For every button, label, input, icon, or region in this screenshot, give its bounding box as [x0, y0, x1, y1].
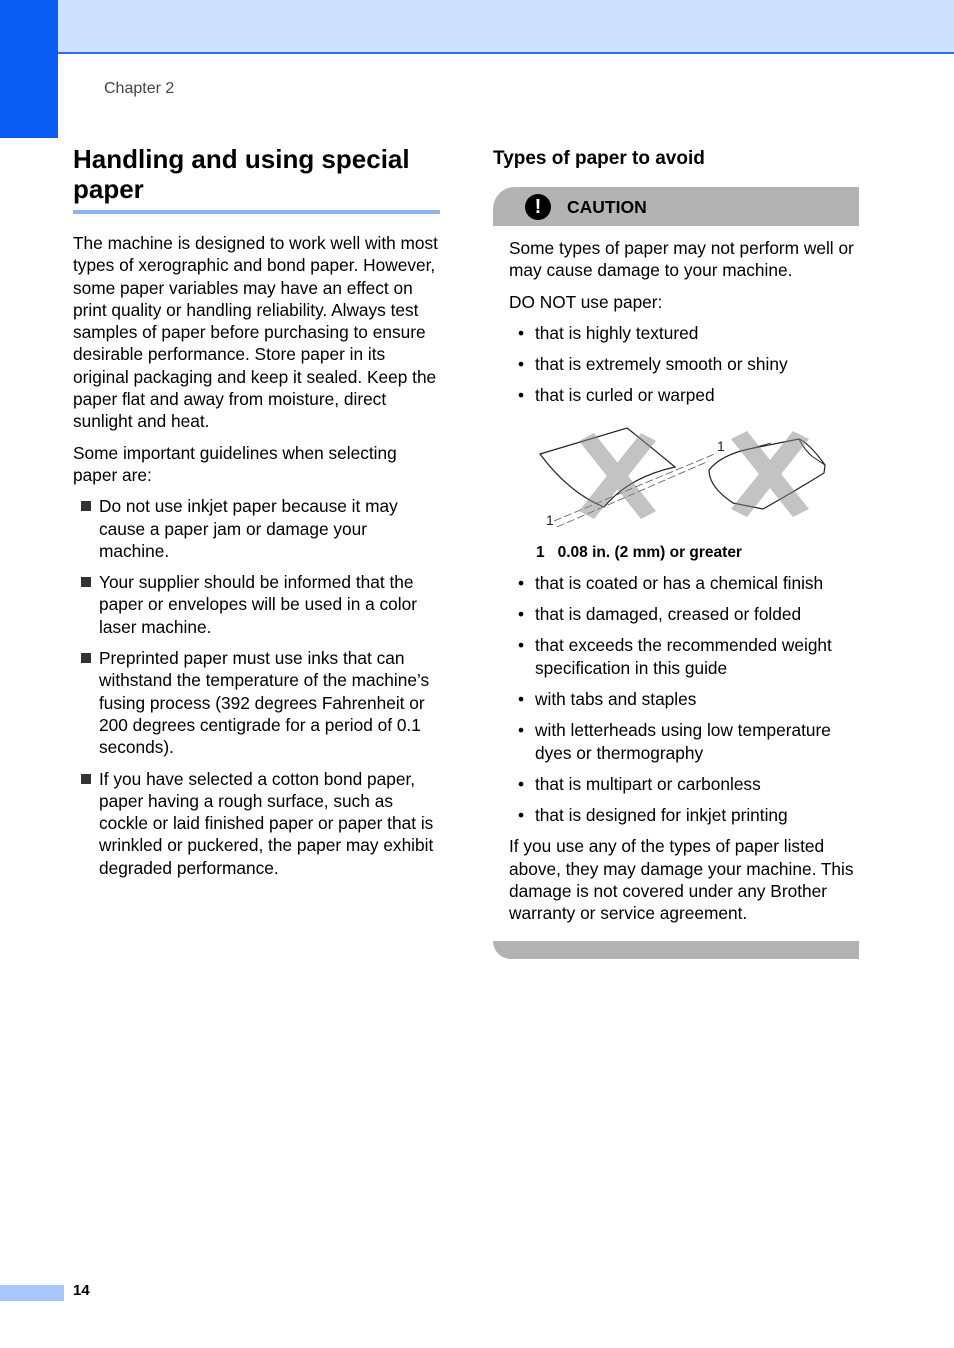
curled-paper-figure — [509, 421, 859, 539]
section-title: Handling and using special paper — [73, 144, 440, 214]
figure-caption — [509, 544, 859, 562]
caution-body — [493, 237, 859, 925]
guidelines-list — [73, 495, 440, 879]
caution-closing: If you use any of the types of paper listed above, they may damage your machine. This damage is not covered under any Brother warranty or service agreement. — [509, 836, 854, 924]
subsection-title: Types of paper to avoid — [493, 148, 705, 169]
caution-intro: Some types of paper may not perform well or may cause damage to your machine. — [509, 238, 854, 281]
do-not-label: DO NOT use paper: — [509, 291, 663, 312]
header-band — [0, 0, 954, 54]
square-bullet-icon — [81, 774, 91, 784]
square-bullet-icon — [81, 577, 91, 587]
square-bullet-icon — [81, 653, 91, 663]
callout-left: 1 — [546, 511, 554, 528]
avoid-list-b — [509, 572, 859, 827]
list-item: • that is multipart or carbonless — [518, 773, 761, 794]
right-column — [493, 146, 859, 959]
list-item: • that is coated or has a chemical finish — [518, 572, 824, 593]
list-item: Preprinted paper must use inks that can withstand the temperature of the machine’s fusing process (392 degrees Fahrenheit or 200 degrees centigrade for a period of 0.1 seconds). — [73, 647, 440, 758]
list-item: • that is curled or warped — [518, 385, 715, 406]
chapter-tab-marker — [0, 0, 58, 138]
caption-text: 0.08 in. (2 mm) or greater — [557, 543, 742, 561]
list-item: • that is highly textured — [518, 322, 699, 343]
avoid-list-a — [509, 322, 859, 407]
list-item: • that exceeds the recommended weight specification in this guide — [518, 635, 832, 678]
caption-number: 1 — [536, 543, 545, 561]
exclamation-icon: ! — [525, 194, 551, 220]
callout-right: 1 — [717, 437, 725, 454]
list-item: • that is damaged, creased or folded — [518, 604, 802, 625]
list-item: Your supplier should be informed that the paper or envelopes will be used in a color laser machine. — [73, 571, 440, 638]
left-column — [73, 144, 440, 888]
list-item: • that is designed for inkjet printing — [518, 805, 788, 826]
caution-header — [493, 187, 859, 226]
square-bullet-icon — [81, 501, 91, 511]
chapter-label: Chapter 2 — [104, 80, 175, 97]
curled-paper-illustration — [509, 421, 859, 539]
caution-footer-bar — [493, 941, 859, 959]
list-item: If you have selected a cotton bond paper, paper having a rough surface, such as cockle or laid finished paper or paper that is wrinkled or puckered, the paper may exhibit degraded performance. — [73, 768, 440, 879]
list-item: • that is extremely smooth or shiny — [518, 354, 788, 375]
list-item: Do not use inkjet paper because it may cause a paper jam or damage your machine. — [73, 495, 440, 562]
intro-paragraph: The machine is designed to work well with most types of xerographic and bond paper. However, some paper variables may have an effect on print quality or handling reliability. Always test samples of paper before purchasing to ensure desirable performance. Store paper in its original packaging and keep it sealed. Keep the paper flat and away from moisture, direct sunlight and heat. — [73, 233, 438, 432]
caution-label: CAUTION — [567, 197, 647, 217]
page-number-band — [0, 1285, 64, 1301]
guidelines-intro: Some important guidelines when selecting paper are: — [73, 442, 397, 485]
list-item: • with tabs and staples — [518, 688, 697, 709]
list-item: • with letterheads using low temperature dyes or thermography — [518, 720, 831, 763]
page-number: 14 — [73, 1282, 90, 1299]
